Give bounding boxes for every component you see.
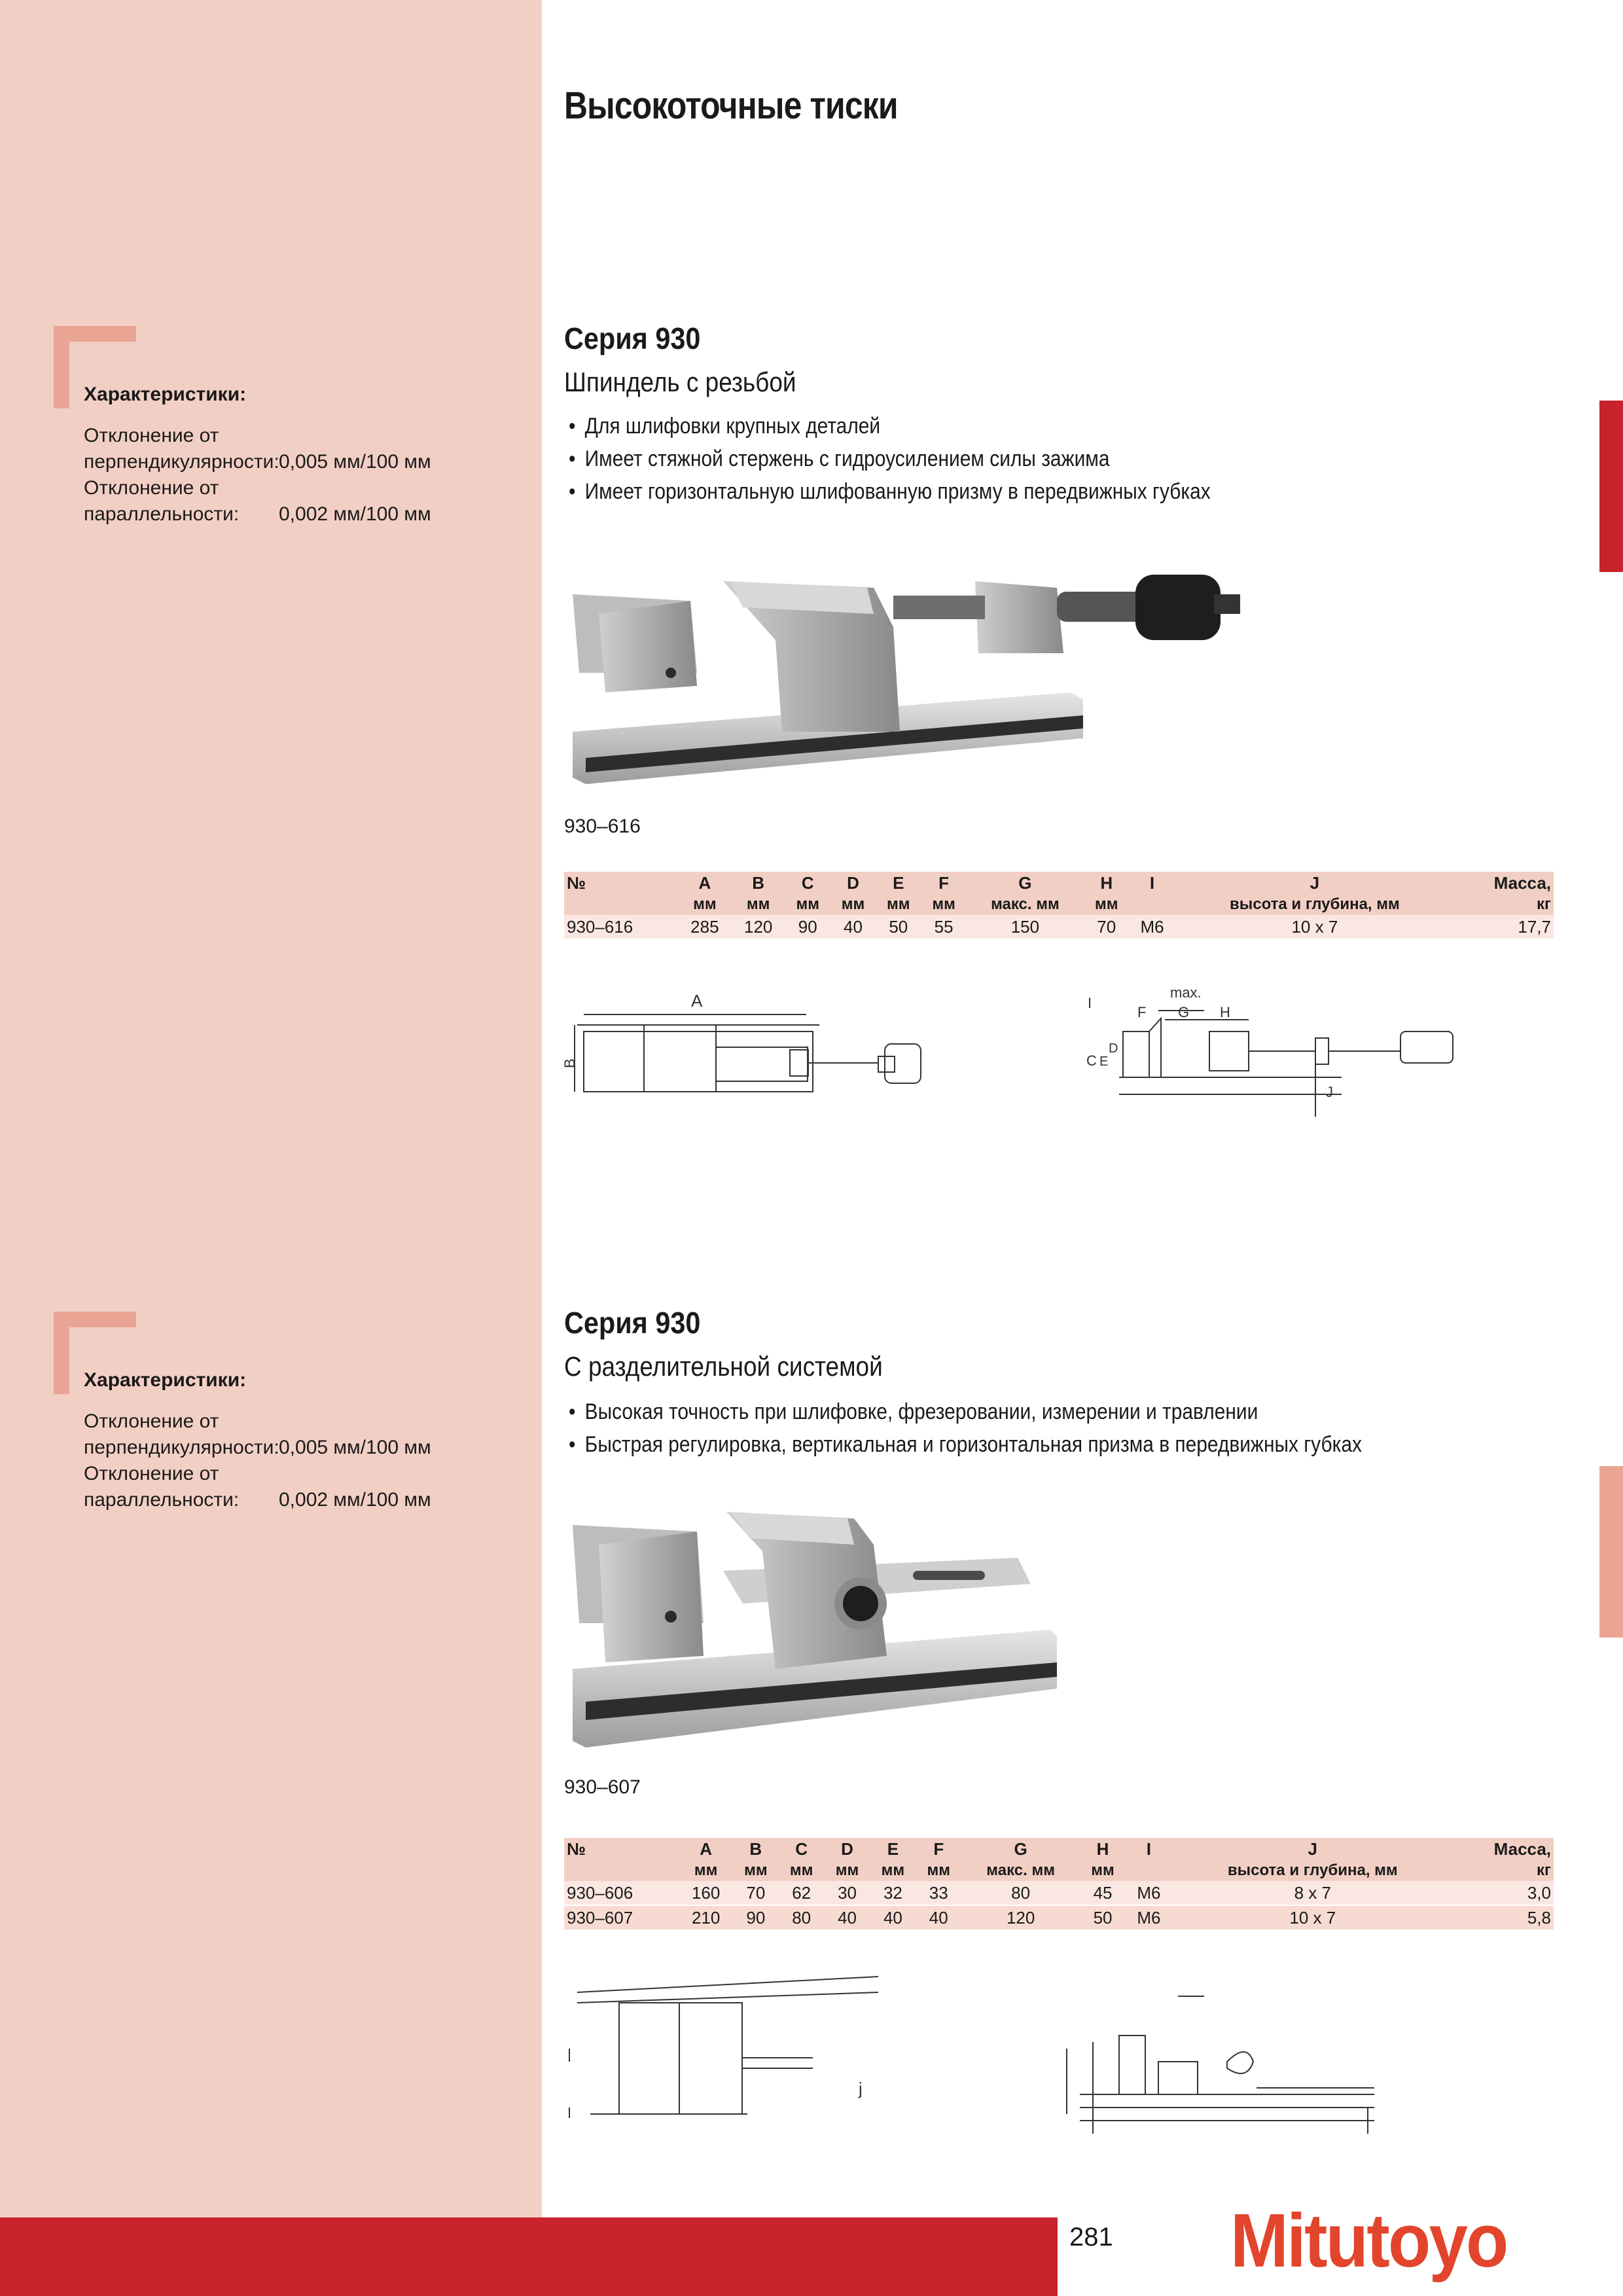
series-subtitle: Шпиндель с резьбой — [564, 367, 796, 397]
top-view-drawing — [564, 1964, 891, 2134]
spec-data-table — [564, 872, 1554, 940]
vise-photo — [560, 562, 1319, 810]
specs-heading: Характеристики: — [84, 1369, 247, 1391]
spec-row: Отклонение от — [84, 1463, 219, 1484]
specs-heading: Характеристики: — [84, 384, 247, 405]
spec-row: параллельности: 0,002 мм/100 мм — [84, 1489, 431, 1511]
dimension-label-max: max. — [1170, 984, 1202, 1001]
dimension-label-f: F — [1137, 1004, 1147, 1020]
series-title: Серия 930 — [564, 1306, 701, 1340]
dimension-label-h: H — [1220, 1004, 1230, 1020]
dimension-label-j: J — [1326, 1084, 1333, 1100]
table-units-row: мм мм мм мм мм мм макс. мм мм высота и глубина, мм кг — [564, 1860, 1554, 1881]
spec-row: Отклонение от — [84, 1410, 219, 1432]
top-view-drawing — [564, 982, 957, 1113]
section-tab-marker — [1599, 1466, 1623, 1638]
table-row: 930–606 160 70 62 30 32 33 80 45 M6 8 x 7 3,0 — [564, 1881, 1554, 1905]
table-units-row: мм мм мм мм мм мм макс. мм мм высота и глубина, мм кг — [564, 894, 1554, 915]
feature-item: • Высокая точность при шлифовке, фрезеровании, измерении и травлении — [569, 1399, 1258, 1424]
footer-bar — [0, 2217, 1058, 2296]
page-title: Высокоточные тиски — [564, 84, 898, 127]
table-row: 930–616 285 120 90 40 50 55 150 70 M6 10 x 7 17,7 — [564, 915, 1554, 939]
feature-item: • Имеет стяжной стержень с гидроусилением силы зажима — [569, 446, 1110, 471]
feature-item: • Быстрая регулировка, вертикальная и горизонтальная призма в передвижных губках — [569, 1432, 1362, 1457]
side-view-drawing — [1060, 1983, 1387, 2134]
dimension-label-d: D — [1109, 1041, 1118, 1056]
dimension-label-c: C — [1086, 1052, 1097, 1069]
feature-item: • Для шлифовки крупных деталей — [569, 414, 881, 439]
spec-row: параллельности: 0,002 мм/100 мм — [84, 503, 431, 525]
feature-item: • Имеет горизонтальную шлифованную призму в передвижных губках — [569, 479, 1211, 504]
spec-row: Отклонение от — [84, 425, 219, 446]
table-header-row: № A B C D E F G H I J Масса, — [564, 1838, 1554, 1860]
section-tab-marker — [1599, 401, 1623, 572]
dimension-label-a: A — [691, 991, 703, 1011]
specs-table — [84, 423, 431, 528]
spec-data-table — [564, 1838, 1554, 1931]
dimension-label-i: I — [1088, 995, 1092, 1011]
feature-list — [564, 410, 1211, 508]
specs-table — [84, 1408, 431, 1513]
page-number: 281 — [1069, 2223, 1113, 2251]
dimension-label-j: j — [859, 2079, 863, 2098]
photo-caption: 930–607 — [564, 1776, 641, 1798]
series-title: Серия 930 — [564, 321, 701, 355]
brand-logo: Mitutoyo — [1230, 2198, 1507, 2283]
table-header-row: № A B C D E F G H I J Масса, — [564, 872, 1554, 894]
dimension-label-g: G — [1178, 1004, 1190, 1020]
vise-photo — [560, 1505, 1070, 1767]
spec-row: Отклонение от — [84, 477, 219, 499]
dimension-label-b: B — [562, 1058, 578, 1068]
spec-row: перпендикулярности: 0,005 мм/100 мм — [84, 1437, 431, 1458]
photo-caption: 930–616 — [564, 816, 641, 837]
series-subtitle: С разделительной системой — [564, 1351, 883, 1382]
feature-list — [564, 1395, 1362, 1461]
table-row: 930–607 210 90 80 40 40 40 120 50 M6 10 x 7 5,8 — [564, 1905, 1554, 1930]
spec-row: перпендикулярности: 0,005 мм/100 мм — [84, 451, 431, 473]
side-view-drawing — [1080, 979, 1486, 1123]
dimension-label-e: E — [1099, 1054, 1109, 1069]
